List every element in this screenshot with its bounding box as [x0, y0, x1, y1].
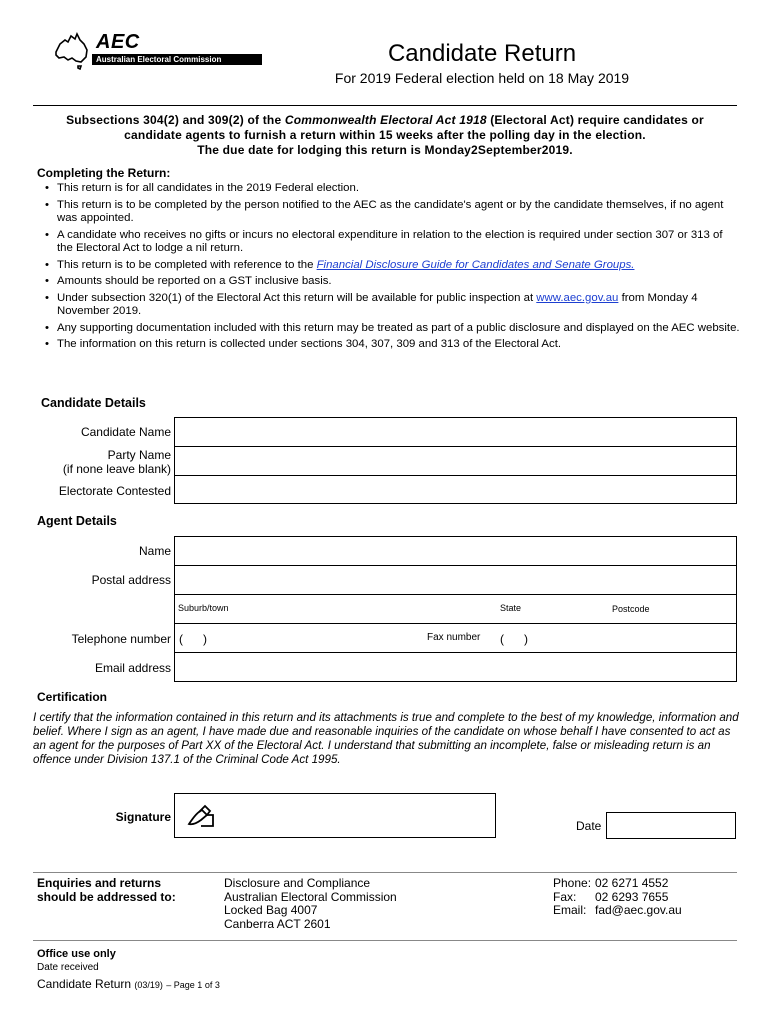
bullet-text: This return is to be completed with reference to the [57, 258, 317, 271]
page-footer [37, 977, 220, 991]
enquiries-label [37, 877, 176, 904]
party-label-line2: (if none leave blank) [62, 462, 171, 476]
fax-area-code: ( ) [500, 632, 528, 646]
intro-line1-post: (Electoral Act) require candidates or candidate agents to furnish a return within 15 weeks after the polling day in the election. [124, 113, 704, 142]
address-line: Australian Electoral Commission [224, 889, 397, 904]
completing-list [40, 182, 740, 355]
fax-field[interactable] [495, 624, 736, 651]
contact-fax-row [553, 891, 682, 905]
contact-email-row [553, 904, 682, 918]
agent-name-field[interactable] [175, 537, 736, 564]
list-item [40, 338, 740, 352]
list-item [40, 229, 740, 256]
certification-text: I certify that the information contained in this return and its attachments is true and complete to the best of my knowledge, information and belief. Where I sign as an agent, I have made due and reasonable inquiries of the candidate on whose behalf I have consented to act as an agent for the purposes of Part XX of the Electoral Act. I understand that submitting an incomplete, false or misleading return is an offence under Division 137.1 of the Criminal Code Act 1995. [33, 711, 739, 766]
address-line: Disclosure and Compliance [224, 876, 371, 890]
list-item [40, 292, 740, 319]
electorate-field[interactable] [175, 476, 736, 503]
state-label: State [500, 603, 522, 613]
signature-pen-icon [187, 804, 221, 830]
header-divider [33, 105, 737, 106]
list-item [40, 259, 740, 273]
email-value[interactable]: fad@aec.gov.au [595, 903, 682, 917]
state-field[interactable] [497, 595, 607, 622]
guide-link[interactable]: Financial Disclosure Guide for Candidates and Senate Groups. [316, 258, 635, 271]
footer-doc-name: Candidate Return [37, 977, 132, 991]
logo-abbr: AEC [96, 31, 140, 53]
bullet-text: This return is to be completed by the person notified to the AEC as the candidate's agent or by the candidate themselves, if no agent was appointed. [57, 198, 724, 224]
telephone-field[interactable] [175, 624, 415, 651]
party-name-label [40, 448, 171, 476]
footer-doc-code: (03/19) [134, 980, 163, 990]
list-item [40, 199, 740, 226]
agent-heading: Agent Details [37, 514, 117, 528]
email-label: Email address [94, 661, 171, 675]
aec-logo [52, 30, 222, 75]
date-label: Date [576, 819, 602, 833]
phone-label: Phone: [553, 876, 592, 890]
office-divider [33, 940, 737, 941]
suburb-label: Suburb/town [178, 603, 229, 613]
list-item [40, 322, 740, 336]
date-received-label: Date received [37, 962, 99, 973]
postcode-label: Postcode [612, 604, 650, 614]
bullet-text: from Monday 4 November 2019. [57, 291, 698, 317]
fax-value: 02 6293 7655 [595, 889, 669, 904]
intro-line1-pre: Subsections 304(2) and 309(2) of the [66, 113, 285, 127]
candidate-name-label: Candidate Name [80, 425, 171, 439]
electorate-label: Electorate Contested [58, 484, 171, 498]
footer-page-number: – Page 1 of 3 [166, 980, 220, 990]
date-field[interactable] [606, 812, 736, 839]
phone-value: 02 6271 4552 [595, 876, 669, 890]
fax-label: Fax number [427, 632, 481, 643]
party-label-line1: Party Name [107, 448, 171, 462]
list-item [40, 275, 740, 289]
enquiries-address [224, 877, 397, 931]
email-contact-label: Email: [553, 903, 587, 917]
enquiries-label-line2: should be addressed to: [37, 889, 176, 904]
suburb-field[interactable] [175, 595, 495, 622]
contact-phone-row [553, 877, 682, 891]
signature-field[interactable] [174, 793, 496, 838]
candidate-heading: Candidate Details [41, 396, 146, 410]
bullet-text: Under subsection 320(1) of the Electoral Act this return will be available for public inspection at [57, 291, 537, 304]
office-use-heading: Office use only [37, 948, 116, 960]
bullet-text: Amounts should be reported on a GST inclusive basis. [57, 275, 332, 287]
signature-label: Signature [115, 810, 171, 824]
telephone-label: Telephone number [71, 632, 171, 646]
intro-text [40, 113, 730, 158]
party-name-field[interactable] [175, 447, 736, 474]
address-line: Canberra ACT 2601 [224, 916, 331, 931]
page-subtitle: For 2019 Federal election held on 18 May 2019 [334, 70, 630, 86]
candidate-name-field[interactable] [175, 418, 736, 445]
page-title: Candidate Return [387, 40, 577, 67]
australia-map-icon [52, 30, 92, 70]
postal-address-label: Postal address [91, 573, 171, 587]
enquiries-label-line1: Enquiries and returns [37, 876, 162, 890]
bullet-text: Any supporting documentation included with this return may be treated as part of a public disclosure and displayed on the AEC website. [57, 321, 740, 334]
postcode-field[interactable] [609, 595, 736, 622]
completing-heading: Completing the Return: [37, 166, 171, 180]
fax-contact-label: Fax: [553, 889, 577, 904]
enquiries-divider [33, 872, 737, 873]
email-field[interactable] [175, 653, 736, 681]
agent-name-label: Name [138, 544, 171, 558]
aec-website-link[interactable]: www.aec.gov.au [536, 291, 619, 304]
address-line: Locked Bag 4007 [224, 903, 318, 917]
certification-heading: Certification [37, 690, 108, 704]
bullet-text: The information on this return is collected under sections 304, 307, 309 and 313 of the Electoral Act. [57, 338, 562, 350]
logo-name: Australian Electoral Commission [92, 54, 262, 65]
postal-address-field[interactable] [175, 566, 736, 593]
bullet-text: This return is for all candidates in the 2019 Federal election. [57, 182, 360, 194]
list-item [40, 182, 740, 196]
bullet-text: A candidate who receives no gifts or incurs no electoral expenditure in relation to the election is required under section 307 or 313 of the Electoral Act to lodge a nil return. [57, 228, 723, 254]
intro-act-name: Commonwealth Electoral Act 1918 [284, 113, 487, 127]
enquiries-contact [553, 877, 682, 918]
intro-due-date: The due date for lodging this return is Monday2September2019. [197, 143, 573, 157]
telephone-area-code: ( ) [179, 632, 207, 646]
